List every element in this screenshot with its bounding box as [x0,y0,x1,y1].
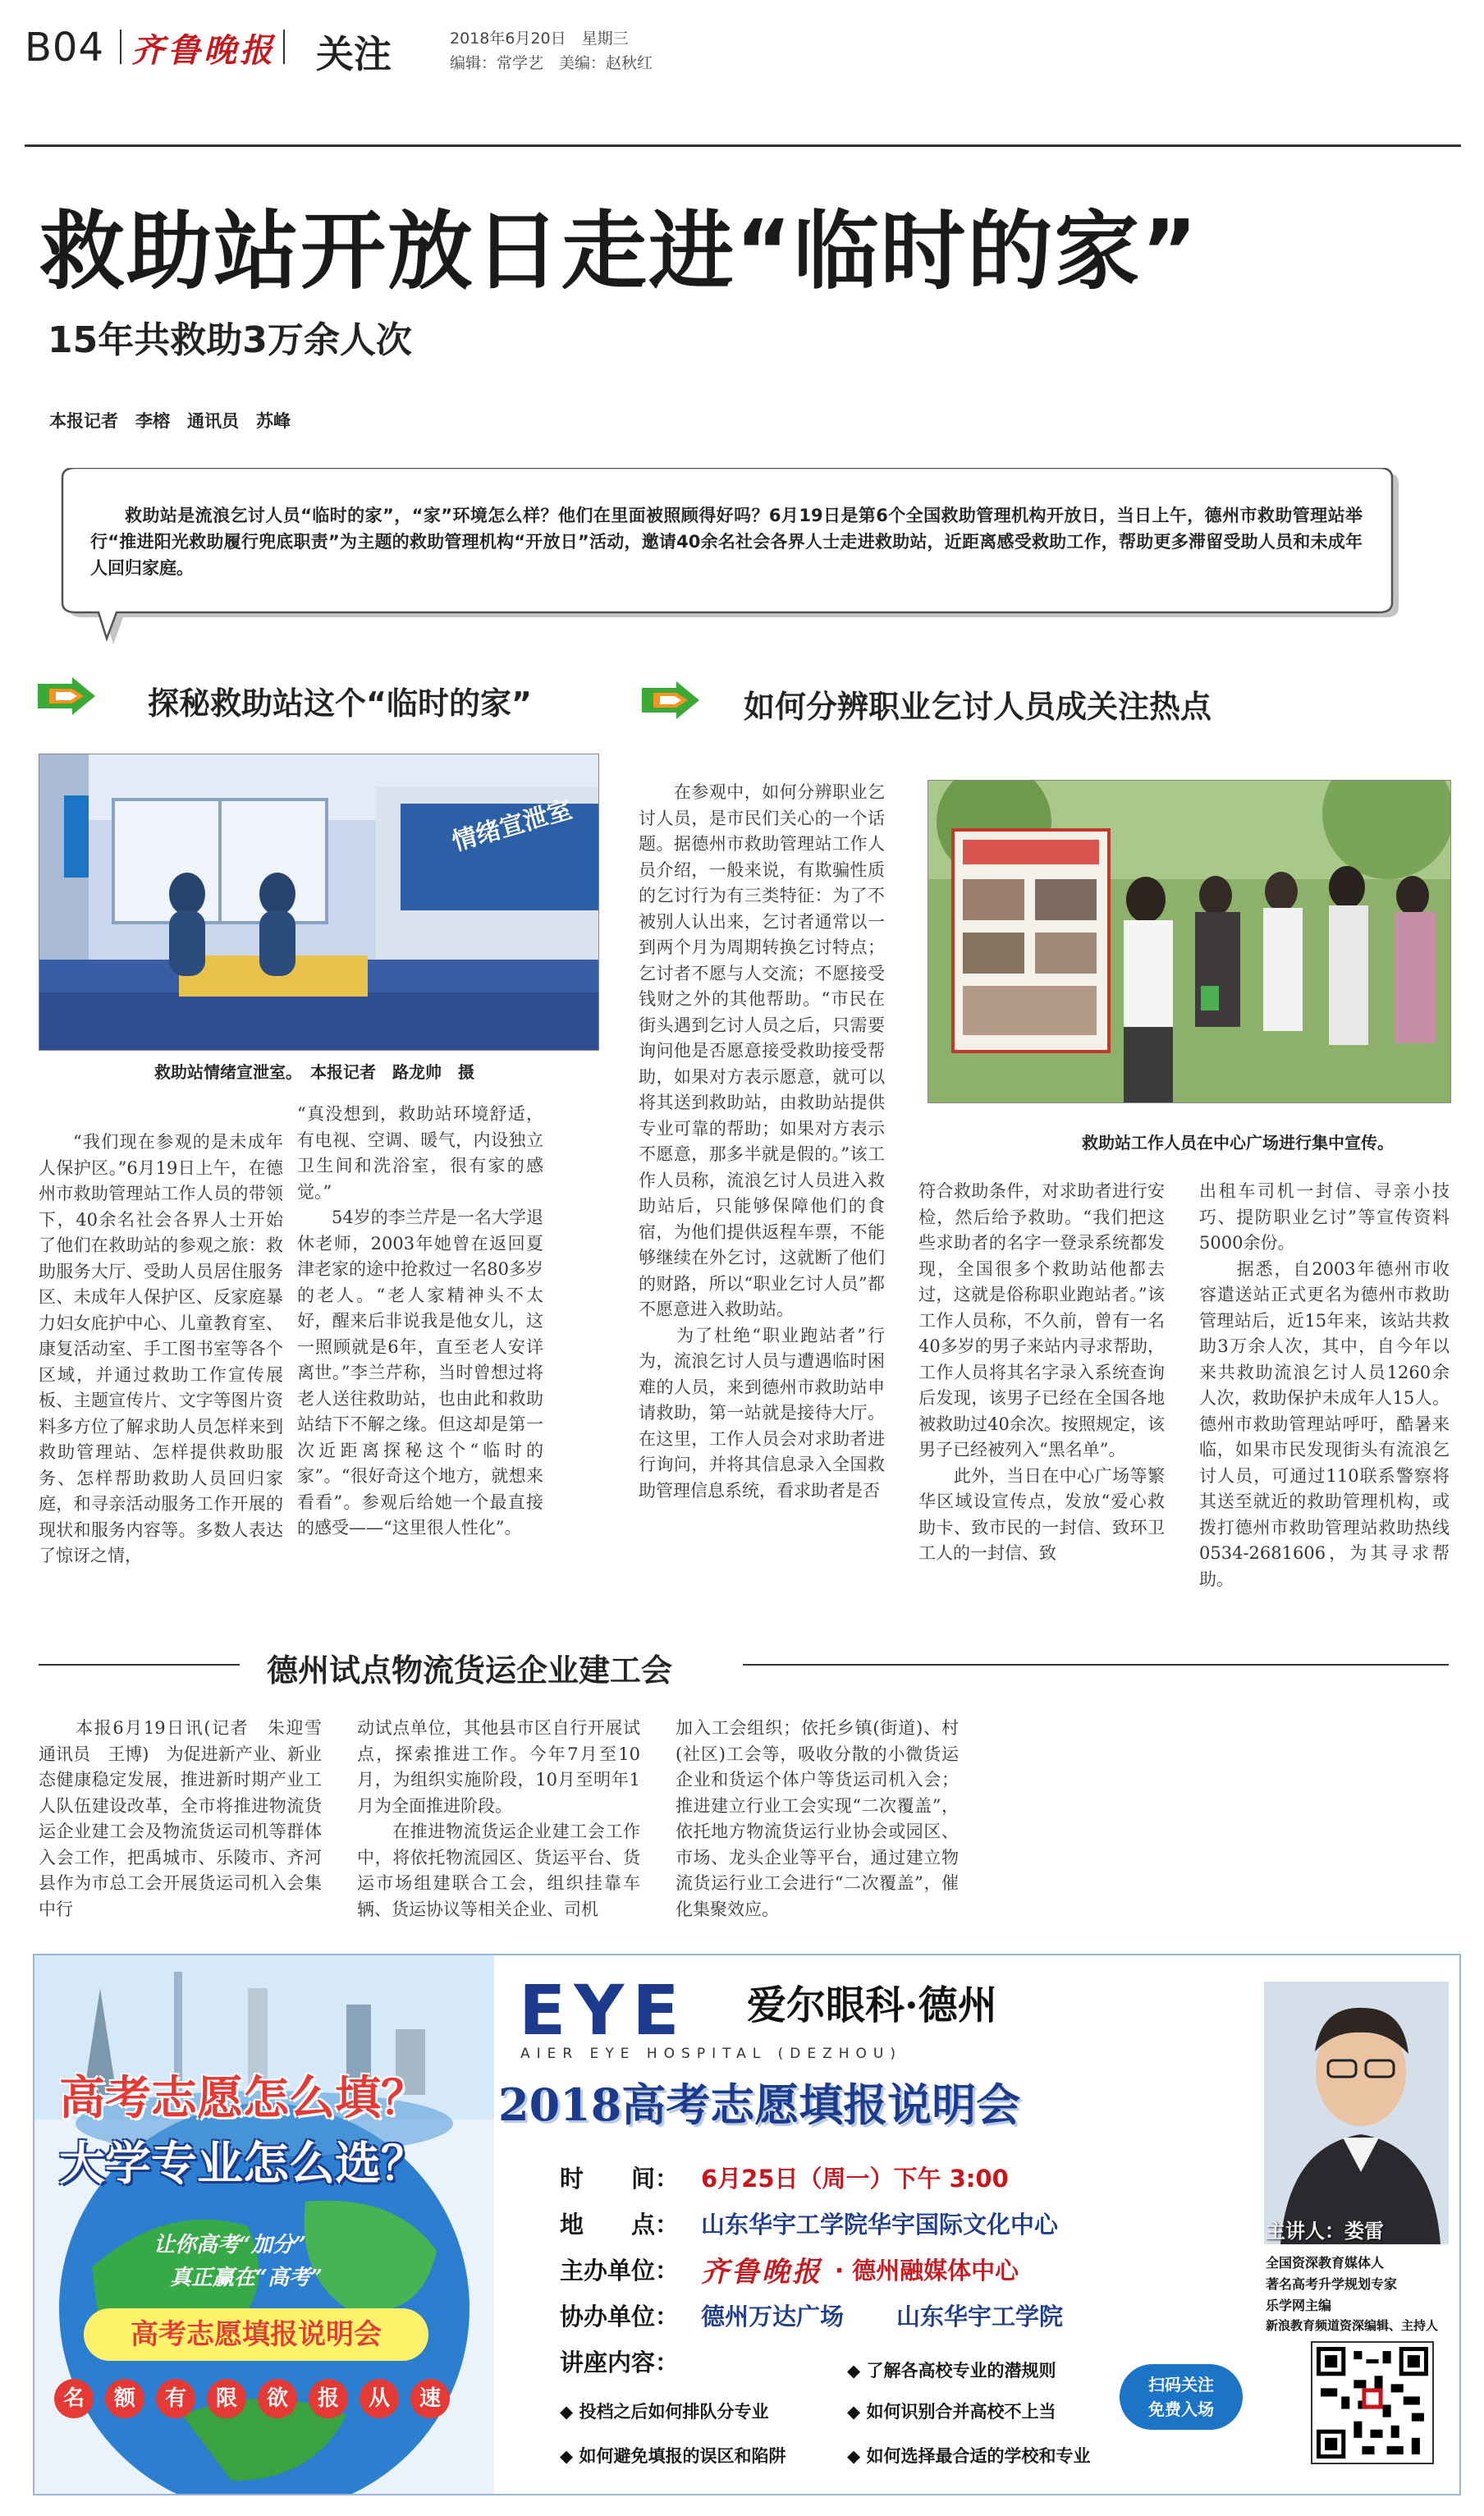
byline: 本报记者 李榕 通讯员 苏峰 [49,411,291,431]
ad-place-label: 地 点： [560,2211,680,2239]
ad-eye-logo: EYE [519,1970,688,2051]
ad-host-logo: 齐鲁晚报 [701,2256,822,2289]
brief-rule-left [39,1664,240,1666]
ad-seats [54,2379,481,2418]
ad-speaker-title: 乐学网主编 [1266,2298,1332,2313]
ad-speaker-title: 全国资深教育媒体人 [1266,2255,1385,2271]
ad-host-value: · 德州融媒体中心 [835,2257,1019,2285]
header-divider-2 [283,30,285,64]
ad-speaker-title: 著名高考升学规划专家 [1266,2276,1398,2292]
article-column-3: 在参观中，如何分辨职业乞讨人员，是市民们关心的一个话题。据德州市救助管理站工作人员介绍，一般来说，有欺骗性质的乞讨行为有三类特征：为了不被别人认出来，乞讨者通常以一到两个月为周期转换乞讨特点；乞讨者不愿与人交流；不愿接受钱财之外的其他帮助。“市民在街头遇到乞讨人员之后，只需要询问他是否愿意接受救助接受帮助，如果对方表示愿意，就可以将其送到救助站，由救助站提供专业可靠的帮助；如果对方表示不愿意，那多半就是假的。”该工作人员称，流浪乞讨人员进入救助站后，只能够保障他们的食宿，为他们提供返程车票，不能够继续在外乞讨，这就断了他们的财路，所以“职业乞讨人员”都不愿意进入救助站。 为了杜绝“职业跑站者”行为，流浪乞讨人员与遭遇临时困难的人员，来到德州市救助站申请救助，第一站就是接待大厅。在这里，工作人员会对求助者进行询问，并将其信息录入全国救助管理信息系统，看求助者是否 [639,782,885,1501]
ad-hospital-name: 爱尔眼科·德州 [747,1982,997,2028]
qr-code[interactable] [1311,2341,1434,2464]
seat-char: 有 [156,2379,195,2418]
article-column-4: 符合救助条件，对求助者进行安检，然后给予救助。“我们把这些求助者的名字一登录系统都发现，全国很多个救助站他都去过，这就是俗称职业跑站者。”该工作人员称，不久前，曾有一名40多岁的男子来站内寻求帮助，工作人员将其名字录入系统查询后发现，该男子已经在全国各地被救助过40余次。按照规定，该男子已经被列入“黑名单”。 此外，当日在中心广场等繁华区域设宣传点，发放“爱心救助卡、致市民的一封信、致环卫工人的一封信、致 [918,1181,1165,1563]
seat-char: 限 [207,2379,246,2418]
brief-rule-right [743,1664,1449,1666]
seat-char: 额 [105,2379,144,2418]
section-arrow-icon [38,677,95,715]
ad-question-1: 高考志愿怎么填？ [59,2072,427,2125]
ad-host-label: 主办单位： [560,2257,680,2285]
article-column-5: 出租车司机一封信、寻亲小技巧、提防职业乞讨”等宣传资料5000余份。 据悉，自2003年德州市收容遣送站正式更名为德州市救助管理站后，近15年来，该站共救助3万余人次，其中，自今年以来共救助流浪乞讨人员1260余人次，救助保护未成年人15人。德州市救助管理站呼吁，酷暑来临，如果市民发现街头有流浪乞讨人员，可通过110联系警察将其送至就近的救助管理机构，或拨打德州市救助管理站救助热线0534-2681606，为其寻求帮助。 [1199,1181,1450,1589]
article-column-1: “我们现在参观的是未成年人保护区。”6月19日上午，在德州市救助管理站工作人员的带领下，40余名社会各界人士开始了他们在救助站的参观之旅：救助服务大厅、受助人员居住服务区、未成年人保护区、反家庭暴力妇女庇护中心、儿童教育室、康复活动室、手工图书室等各个区域，并通过救助工作宣传展板、主题宣传片、文字等图片资料多方位了解求助人员怎样来到救助管理站、怎样提供救助服务、怎样帮助救助人员回归家庭，和寻亲活动服务工作开展的现状和服务内容等。多数人表达了惊讶之情， [39,1132,283,1565]
ad-topic: ◆ 如何避免填报的误区和陷阱 [560,2446,786,2466]
ad-topic: ◆ 了解各高校专业的潜规则 [847,2361,1056,2381]
photo1-caption: 救助站情绪宣泄室。 本报记者 路龙帅 摄 [154,1062,474,1082]
seat-char: 欲 [258,2379,297,2418]
section-name: 关注 [316,32,392,76]
ad-place-value: 山东华宇工学院华宇国际文化中心 [701,2211,1059,2239]
photo2-caption: 救助站工作人员在中心广场进行集中宣传。 [1082,1133,1394,1153]
editor-credits: 编辑：常学艺 美编：赵秋红 [450,54,653,72]
seat-char: 从 [360,2379,399,2418]
qr-label-1: 扫码关注 [1148,2375,1214,2395]
ad-topic: ◆ 如何选择最合适的学校和专业 [847,2446,1091,2466]
photo-square-publicity [928,780,1451,1103]
ad-speaker-name: 主讲人：娄雷 [1266,2220,1384,2243]
ad-co-label: 协办单位： [560,2303,680,2330]
section-arrow-icon [642,681,699,719]
ad-topic: ◆ 投档之后如何排队分专业 [560,2402,769,2422]
brief-column-2: 动试点单位，其他县市区自行开展试点，探索推进工作。今年7月至10月，为组织实施阶段，10月至明年1月为全面推进阶段。 在推进物流货运企业建工会工作中，将依托物流园区、货运平台、货运市场组建联合工会，组织挂靠车辆、货运协议等相关企业、司机 [357,1718,640,1919]
ad-time-label: 时 间： [560,2165,680,2193]
header-rule [25,144,1461,147]
seat-char: 名 [54,2379,94,2418]
header-divider [120,30,121,64]
qr-label-2: 免费入场 [1148,2399,1214,2419]
page-number: B04 [25,25,105,71]
seat-char: 速 [410,2379,450,2418]
speaker-photo [1264,1982,1449,2244]
subhead: 15年共救助3万余人次 [48,319,412,361]
ad-box [33,1954,1461,2495]
ad-slogan-2: 真正赢在“高考” [170,2266,323,2290]
ad-topic: ◆ 如何识别合并高校不上当 [847,2402,1056,2422]
ad-slogan-1: 让你高考“加分” [153,2233,306,2257]
seat-char: 报 [309,2379,348,2418]
paper-logo: 齐鲁晚报 [131,31,276,70]
issue-date: 2018年6月20日 星期三 [450,30,629,48]
qr-scan-label [1120,2364,1243,2430]
headline: 救助站开放日走进“临时的家” [39,201,1199,301]
ad-question-2: 大学专业怎么选？ [59,2138,427,2191]
ad-content-label: 讲座内容： [560,2349,680,2376]
ad-title: 2018高考志愿填报说明会 [498,2078,1021,2131]
ad-co-value-1: 德州万达广场 [701,2303,845,2330]
brief-column-1: 本报6月19日讯(记者 朱迎雪 通讯员 王博) 为促进新产业、新业态健康稳定发展，推进新时期产业工人队伍建设改革，全市将推进物流货运企业建工会及物流货运司机等群体入会工作，把禹城市、乐陵市、齐河县作为市总工会开展货运司机入会集中行 [39,1718,339,1919]
ad-hospital-name-en: AIER EYE HOSPITAL (DEZHOU) [520,2046,903,2062]
section2-title: 如何分辨职业乞讨人员成关注热点 [744,689,1212,725]
section1-title: 探秘救助站这个“临时的家” [148,685,532,722]
article-column-2: “真没想到，救助站环境舒适，有电视、空调、暖气，内设独立卫生间和洗浴室，很有家的感觉。” 54岁的李兰芹是一名大学退休老师，2003年她曾在返回夏津老家的途中抢救过一名80多岁的老人。“老人家精神头不太好，醒来后非说我是他女儿，这一照顾就是6年，直至老人安详离世。”李兰芹称，当时曾想过将老人送往救助站，也由此和救助站结下不解之缘。但这却是第一次近距离探秘这个“临时的家”。“很好奇这个地方，就想来看看”。参观后给她一个最直接的感受——“这里很人性化”。 [297,1104,543,1538]
ad-time-value: 6月25日（周一）下午 3:00 [701,2165,1009,2193]
ad-speaker-title: 新浪教育频道资深编辑、主持人 [1266,2318,1439,2333]
ad-co-value-2: 山东华宇工学院 [896,2303,1064,2330]
brief-title: 德州试点物流货运企业建工会 [267,1652,673,1689]
photo1-sign: 情绪宣泄室 [449,795,575,857]
photo-venting-room [39,754,599,1051]
ad-banner: 高考志愿填报说明会 [84,2308,428,2361]
lead-text: 救助站是流浪乞讨人员“临时的家”，“家”环境怎么样？他们在里面被照顾得好吗？6月19日是第6个全国救助管理机构开放日，当日上午，德州市救助管理站举行“推进阳光救助履行兜底职责”为主题的救助管理机构“开放日”活动，邀请40余名社会各界人士走进救助站，近距离感受救助工作，帮助更多滞留受助人员和未成年人回归家庭。 [90,506,1363,578]
brief-column-3: 加入工会组织；依托乡镇(街道)、村(社区)工会等，吸收分散的小微货运企业和货运个体户等货运司机入会；推进建立行业工会实现“二次覆盖”，依托地方物流货运行业协会或园区、市场、龙头企业等平台，通过建立物流货运行业工会进行“二次覆盖”，催化集聚效应。 [676,1718,959,1919]
